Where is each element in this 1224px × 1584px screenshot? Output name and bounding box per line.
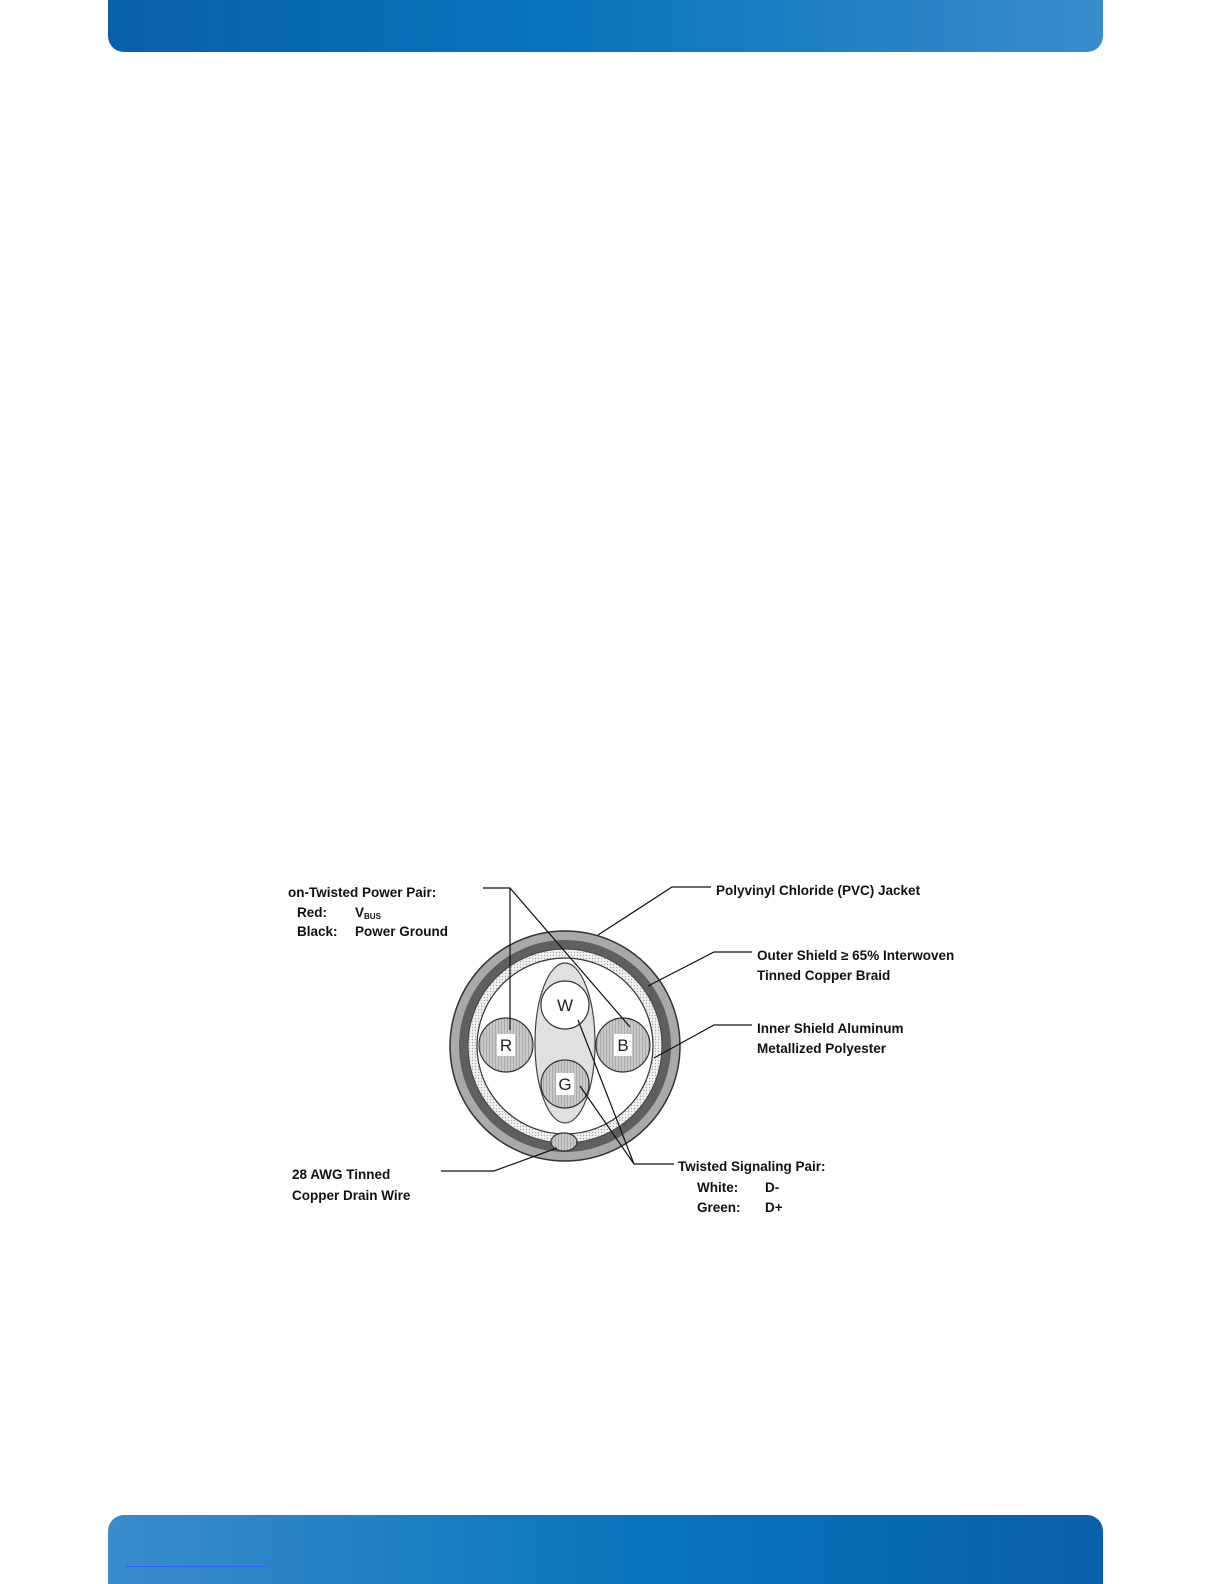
drain-label-line1: 28 AWG Tinned (292, 1167, 391, 1182)
power-pair-title: on-Twisted Power Pair: (288, 885, 437, 900)
red-key: Red: (297, 905, 327, 920)
core-label-g: G (558, 1075, 572, 1094)
drain-label-line2: Copper Drain Wire (292, 1188, 411, 1203)
red-value: VBUS (355, 905, 381, 921)
outer-shield-label-line2: Tinned Copper Braid (757, 968, 891, 983)
inner-shield-label-line1: Inner Shield Aluminum (757, 1021, 904, 1036)
green-value: D+ (765, 1200, 783, 1215)
leader-jacket (598, 887, 711, 935)
black-key: Black: (297, 924, 338, 939)
white-key: White: (697, 1180, 739, 1195)
page-footer-bar (108, 1515, 1103, 1584)
signal-pair-title: Twisted Signaling Pair: (678, 1159, 826, 1174)
core-label-r: R (499, 1036, 513, 1055)
green-key: Green: (697, 1200, 741, 1215)
white-value: D- (765, 1180, 780, 1195)
core-label-w: W (556, 996, 574, 1015)
core-label-b: B (617, 1036, 629, 1055)
leader-outer-shield (648, 952, 752, 986)
jacket-label: Polyvinyl Chloride (PVC) Jacket (716, 883, 921, 898)
black-value: Power Ground (355, 924, 449, 939)
inner-shield-label-line2: Metallized Polyester (757, 1041, 887, 1056)
outer-shield-label-line1: Outer Shield ≥ 65% Interwoven (757, 948, 955, 963)
footer-link-underline[interactable] (126, 1566, 266, 1567)
